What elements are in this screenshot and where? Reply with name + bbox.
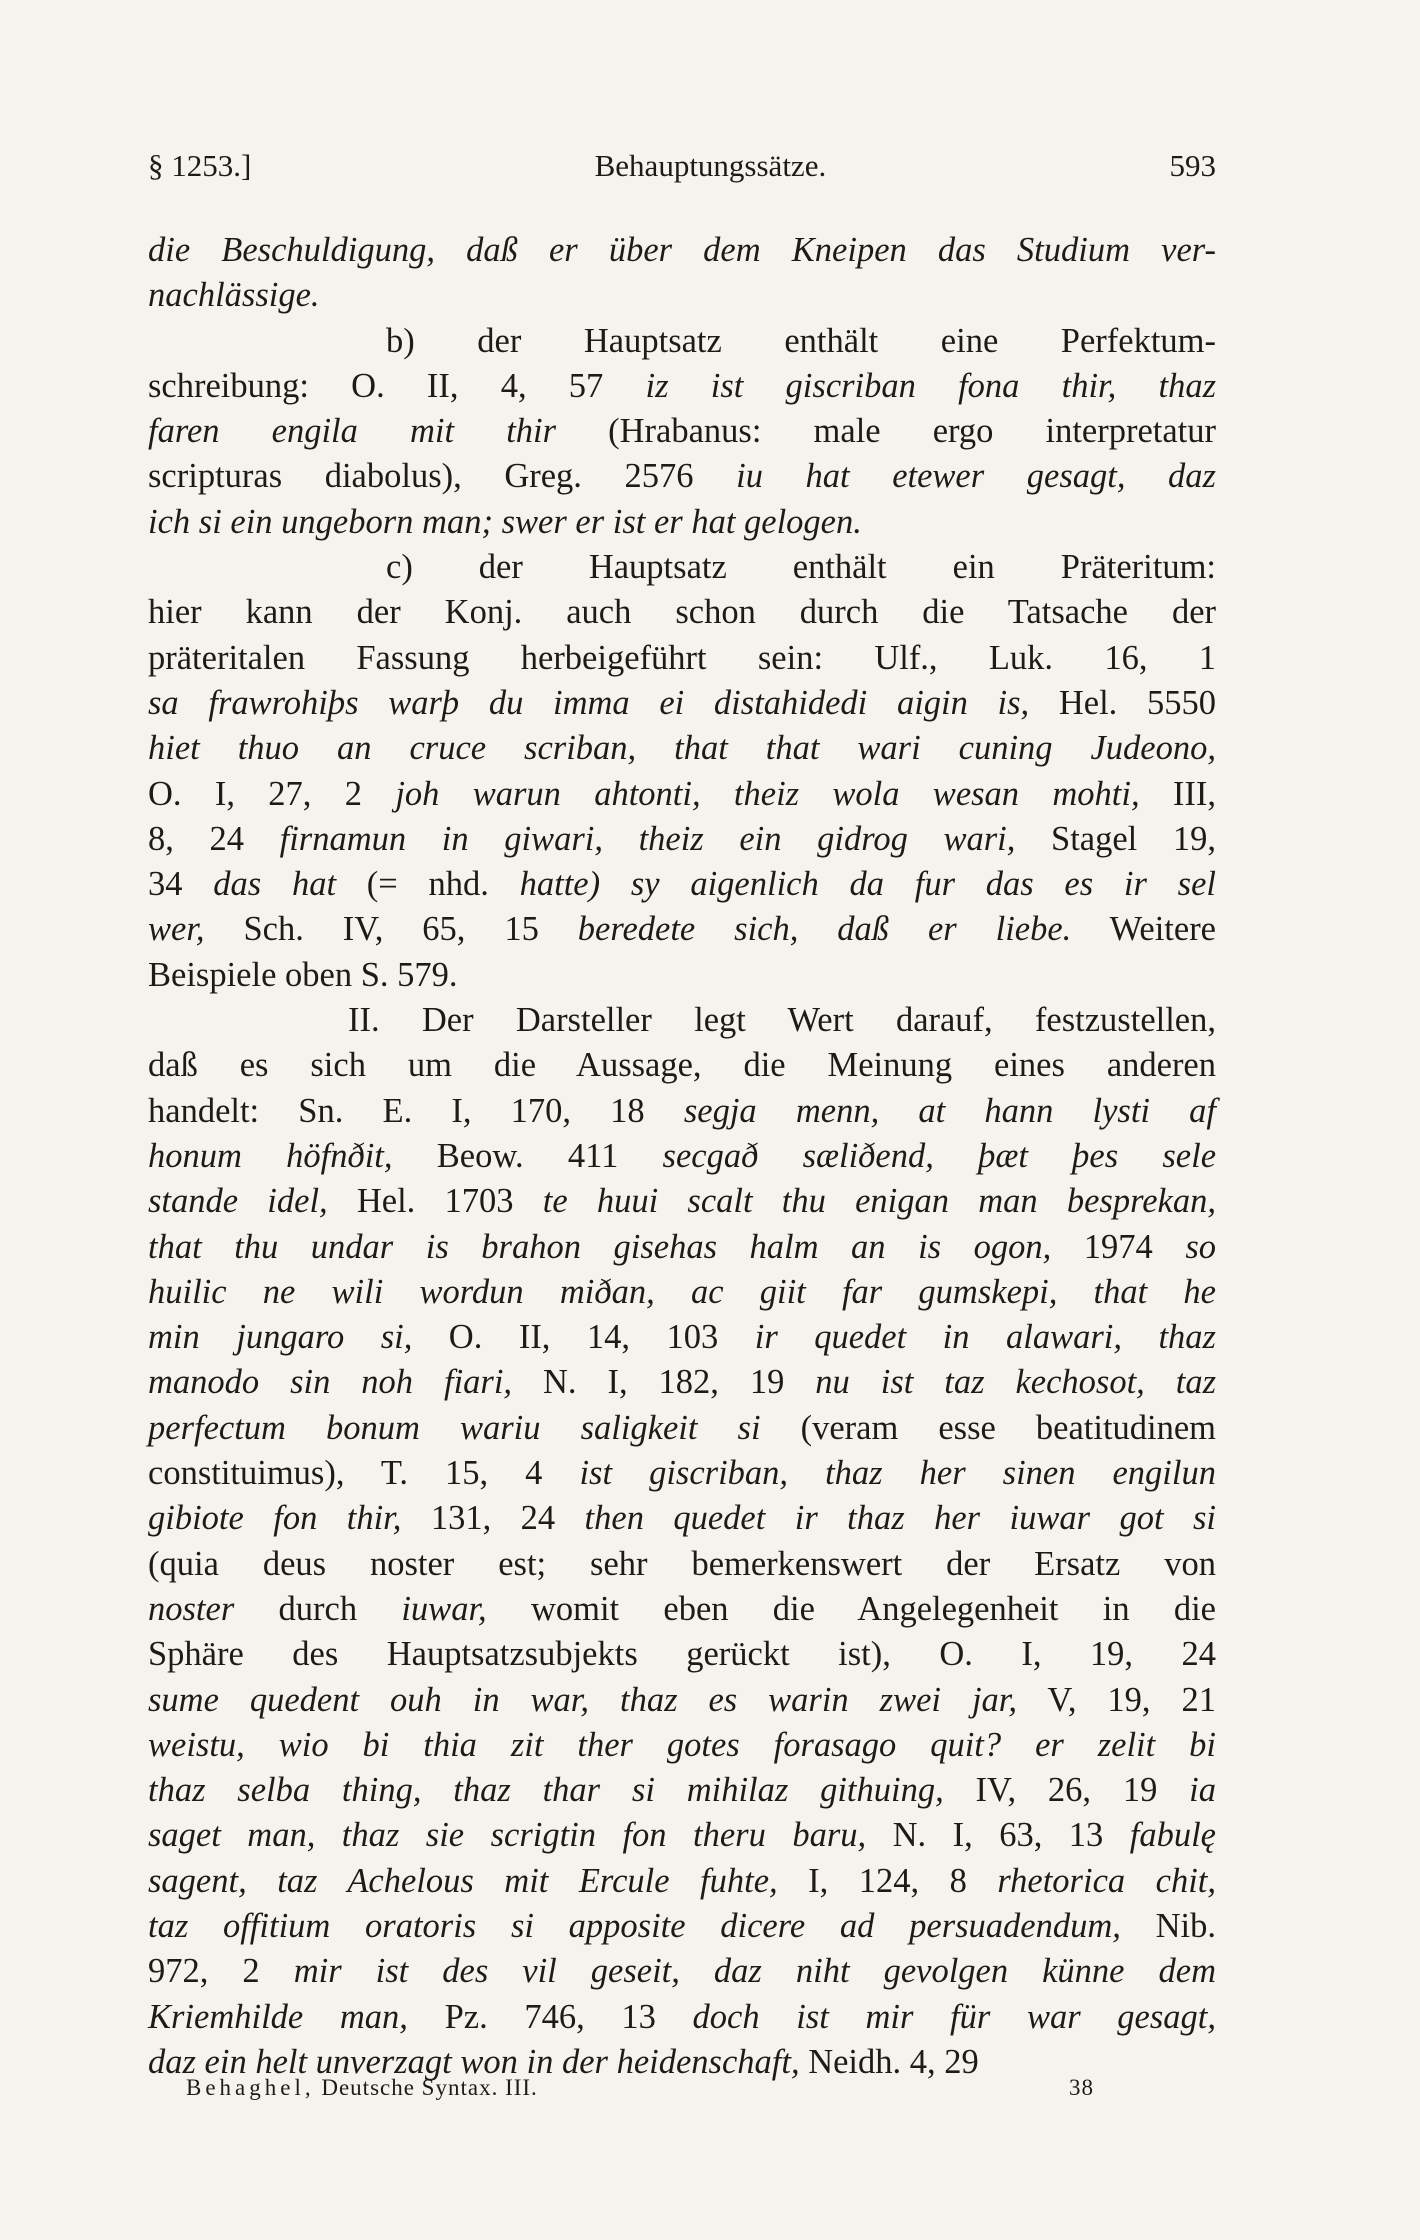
page-number: 593 <box>1169 148 1216 183</box>
text-run: (Hrabanus: male ergo interpretatur <box>556 412 1216 451</box>
quoted-text: wer, <box>148 910 205 949</box>
page-title: Behauptungssätze. <box>594 148 827 183</box>
text-run: scripturas diabolus), Greg. 2576 <box>148 457 737 496</box>
text-line <box>148 590 1216 635</box>
section-reference: § 1253.] <box>148 148 252 183</box>
text-line <box>148 1451 1216 1496</box>
quoted-text: saget man, thaz sie scrigtin fon theru baru, <box>148 1816 867 1855</box>
text-line <box>148 681 1216 726</box>
text-run: womit eben die Angelegenheit in die <box>486 1589 1216 1628</box>
quoted-text: min jungaro si, <box>148 1318 413 1357</box>
text-line <box>148 319 1216 364</box>
quoted-text: secgað sæliðend, þæt þes sele <box>662 1136 1217 1175</box>
text-run: 8, 24 <box>148 819 280 858</box>
text-run: (= nhd. <box>336 865 520 904</box>
quoted-text: taz offitium oratoris si apposite dicere ad persuadendum, <box>148 1906 1121 1945</box>
text-run: O. II, 14, 103 <box>412 1318 755 1357</box>
text-line <box>148 953 1216 998</box>
text-line <box>148 862 1216 907</box>
quoted-text: nu ist taz kechosot, taz <box>815 1363 1217 1402</box>
text-line <box>148 1904 1216 1949</box>
text-line <box>148 1949 1216 1994</box>
text-line <box>148 1632 1216 1677</box>
text-line <box>148 1813 1216 1858</box>
text-line <box>148 1360 1216 1405</box>
text-run: c) der Hauptsatz enthält ein Präteritum: <box>386 548 1216 587</box>
text-run: daß es sich um die Aussage, die Meinung eines anderen <box>148 1046 1216 1085</box>
text-run: O. I, 27, 2 <box>148 774 396 813</box>
text-run: präteritalen Fassung herbeigeführt sein: Ulf., Luk. 16, 1 <box>148 638 1216 677</box>
quoted-text: Kriemhilde man, <box>148 1997 408 2036</box>
text-line <box>148 1768 1216 1813</box>
text-line <box>148 1587 1216 1632</box>
quoted-text: hiet thuo an cruce scriban, that that wari cuning Judeono, <box>148 729 1216 768</box>
text-run: Nib. <box>1120 1906 1216 1945</box>
text-line <box>148 726 1216 771</box>
quoted-text: die Beschuldigung, daß er über dem Kneipen das Studium ver- <box>148 231 1216 269</box>
text-line <box>148 1995 1216 2040</box>
footer-work: Deutsche Syntax. III. <box>321 2075 538 2100</box>
quoted-text: beredete sich, daß er liebe. <box>577 910 1072 949</box>
text-line <box>148 1496 1216 1541</box>
text-line <box>148 1542 1216 1587</box>
text-run: N. I, 63, 13 <box>866 1816 1130 1855</box>
quoted-text: thaz selba thing, thaz thar si mihilaz githuing, <box>148 1771 944 1810</box>
text-run: 1974 <box>1051 1227 1186 1266</box>
text-line <box>148 1179 1216 1224</box>
quoted-text: perfectum bonum wariu saligkeit si <box>148 1408 761 1447</box>
quoted-text: firnamun in giwari, theiz ein gidrog wari, <box>279 819 1016 858</box>
text-line <box>148 273 1216 318</box>
footer-author: Behaghel, <box>186 2075 315 2100</box>
text-run: Pz. 746, 13 <box>407 1997 693 2036</box>
text-line <box>148 1723 1216 1768</box>
text-run: schreibung: O. II, 4, 57 <box>148 366 646 405</box>
text-line <box>148 1225 1216 1270</box>
quoted-text: manodo sin noh fiari, <box>148 1363 513 1402</box>
text-run: II. Der Darsteller legt Wert darauf, festzustellen, <box>348 1001 1216 1040</box>
quoted-text: honum höfnðit, <box>148 1136 393 1175</box>
quoted-text: joh warun ahtonti, theiz wola wesan mohti, <box>395 774 1140 813</box>
text-line <box>148 1859 1216 1904</box>
quoted-text: rhetorica chit, <box>997 1861 1216 1900</box>
text-line <box>148 998 1216 1043</box>
text-line <box>148 636 1216 681</box>
text-run: Beispiele oben S. 579. <box>148 955 458 994</box>
quoted-text: that thu undar is brahon gisehas halm an is ogon, <box>148 1227 1052 1266</box>
text-line <box>148 817 1216 862</box>
text-run: Hel. 5550 <box>1029 683 1216 722</box>
quoted-text: hatte) sy aigenlich da fur das es ir sel <box>519 865 1217 904</box>
quoted-text: sa frawrohiþs warþ du imma ei distahidedi aigin is, <box>148 683 1030 722</box>
text-line <box>148 545 1216 590</box>
text-line <box>148 500 1216 545</box>
text-run: Neidh. 4, 29 <box>799 2042 979 2081</box>
quoted-text: gibiote fon thir, <box>148 1499 402 1538</box>
quoted-text: huilic ne wili wordun miðan, ac giit far gumskepi, that he <box>148 1272 1216 1311</box>
text-run: Stagel 19, <box>1015 819 1216 858</box>
quoted-text: ia <box>1189 1771 1216 1810</box>
text-line <box>148 772 1216 817</box>
text-line <box>148 1089 1216 1134</box>
quoted-text: mir ist des vil geseit, daz niht gevolgen künne dem <box>293 1952 1216 1991</box>
quoted-text: stande idel, <box>148 1182 328 1221</box>
quoted-text: iz ist giscriban fona thir, thaz <box>645 366 1217 405</box>
text-run: 131, 24 <box>401 1499 585 1538</box>
quoted-text: das hat <box>213 865 337 904</box>
quoted-text: ist giscriban, thaz her sinen engilun <box>579 1454 1216 1493</box>
text-run: Weitere <box>1071 910 1216 949</box>
text-run: 972, 2 <box>148 1952 294 1991</box>
signature-mark: 38 <box>1069 2075 1094 2100</box>
running-head <box>148 146 1216 186</box>
quoted-text: daz ein helt unverzagt won in der heidenschaft, <box>148 2042 800 2081</box>
text-run: hier kann der Konj. auch schon durch die Tatsache der <box>148 593 1216 632</box>
text-line <box>148 1270 1216 1315</box>
quoted-text: ir quedet in alawari, thaz <box>754 1318 1216 1357</box>
text-run: III, <box>1139 774 1217 813</box>
text-line <box>148 1678 1216 1723</box>
text-run: Hel. 1703 <box>327 1182 543 1221</box>
text-line <box>148 907 1216 952</box>
quoted-text: segja menn, at hann lysti af <box>683 1091 1217 1130</box>
text-line <box>148 1406 1216 1451</box>
text-line <box>148 454 1216 499</box>
quoted-text: iu hat etewer gesagt, daz <box>736 457 1216 496</box>
quoted-text: sagent, taz Achelous mit Ercule fuhte, <box>148 1861 778 1900</box>
quoted-text: iuwar, <box>401 1589 487 1628</box>
text-run: Beow. 411 <box>392 1136 663 1175</box>
text-run: durch <box>234 1589 402 1628</box>
quoted-text: te huui scalt thu enigan man besprekan, <box>542 1182 1216 1221</box>
quoted-text: sume quedent ouh in war, thaz es warin zwei jar, <box>148 1680 1018 1719</box>
text-line <box>148 1043 1216 1088</box>
text-run: (veram esse beatitudinem <box>760 1408 1217 1447</box>
text-run: IV, 26, 19 <box>943 1771 1190 1810</box>
quoted-text: weistu, wio bi thia zit ther gotes forasago quit? er zelit bi <box>148 1725 1216 1764</box>
text-line <box>148 1315 1216 1360</box>
text-run: handelt: Sn. E. I, 170, 18 <box>148 1091 684 1130</box>
text-run: Sphäre des Hauptsatzsubjekts gerückt ist), O. I, 19, 24 <box>148 1635 1216 1674</box>
text-run: N. I, 182, 19 <box>512 1363 816 1402</box>
text-run: constituimus), T. 15, 4 <box>148 1454 580 1493</box>
text-run: V, 19, 21 <box>1017 1680 1216 1719</box>
page-footer <box>186 2075 1094 2101</box>
text-run: I, 124, 8 <box>777 1861 998 1900</box>
quoted-text: fabulę <box>1129 1816 1216 1855</box>
text-line <box>148 228 1216 273</box>
quoted-text: then quedet ir thaz her iuwar got si <box>584 1499 1216 1538</box>
text-line <box>148 409 1216 454</box>
text-run: 34 <box>148 865 214 904</box>
text-run: Sch. IV, 65, 15 <box>204 910 578 949</box>
text-run: b) der Hauptsatz enthält eine Perfektum- <box>386 321 1216 360</box>
text-line <box>148 1134 1216 1179</box>
text-run: (quia deus noster est; sehr bemerkenswert der Ersatz von <box>148 1544 1216 1583</box>
quoted-text: noster <box>148 1589 235 1628</box>
quoted-text: so <box>1185 1227 1216 1266</box>
body-text <box>148 228 1216 2085</box>
text-line <box>148 364 1216 409</box>
quoted-text: doch ist mir für war gesagt, <box>692 1997 1216 2036</box>
quoted-text: faren engila mit thir <box>148 412 557 451</box>
quoted-text: nachlässige. <box>148 276 320 315</box>
quoted-text: ich si ein ungeborn man; swer er ist er hat gelogen. <box>148 502 862 541</box>
